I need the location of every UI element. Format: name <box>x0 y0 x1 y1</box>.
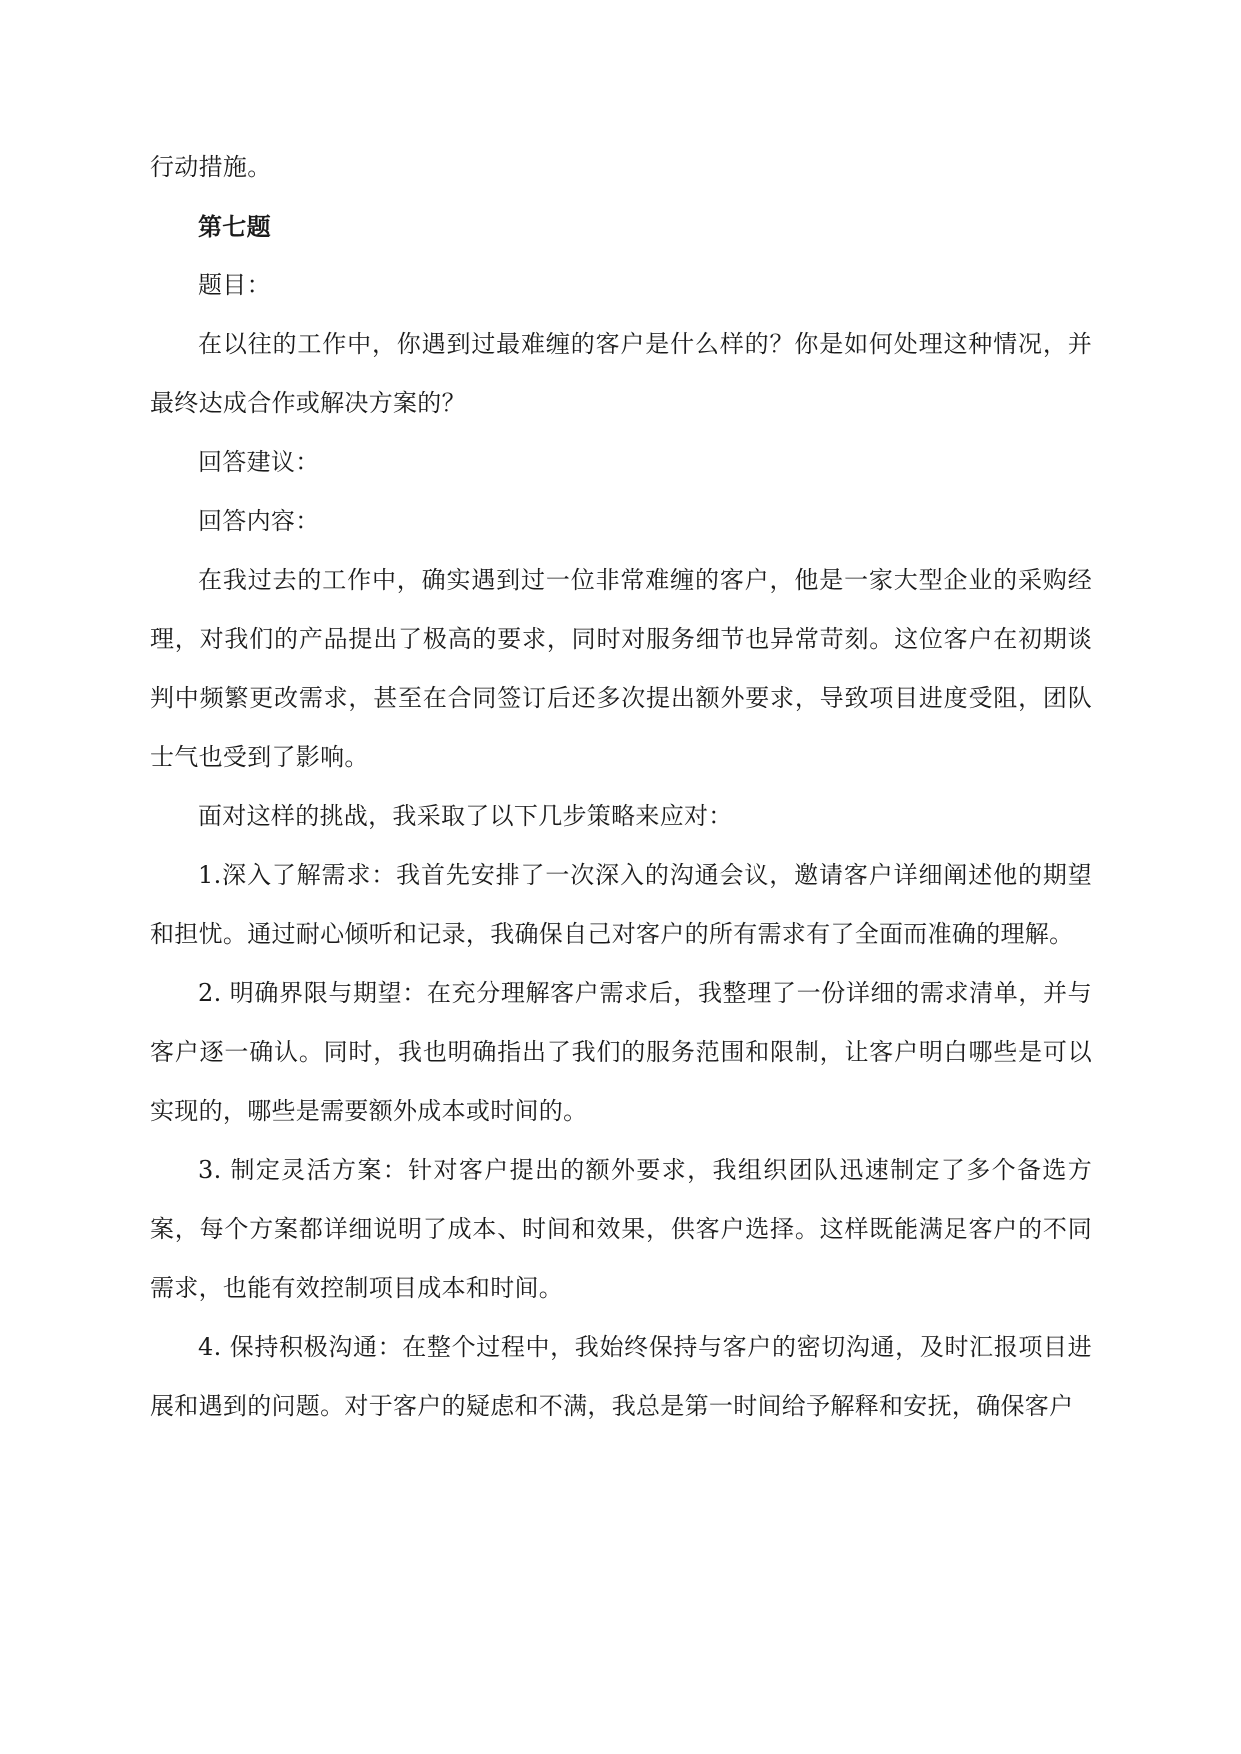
answer-paragraph: 3. 制定灵活方案：针对客户提出的额外要求，我组织团队迅速制定了多个备选方案，每个方案都详细说明了成本、时间和效果，供客户选择。这样既能满足客户的不同需求，也能有效控制项目成本和时间。 <box>150 1156 1092 1302</box>
answer-paragraph: 面对这样的挑战，我采取了以下几步策略来应对： <box>198 802 733 830</box>
question-text: 在以往的工作中，你遇到过最难缠的客户是什么样的？你是如何处理这种情况，并最终达成合作或解决方案的？ <box>150 330 1092 417</box>
answer-paragraph: 4. 保持积极沟通：在整个过程中，我始终保持与客户的密切沟通，及时汇报项目进展和遇到的问题。对于客户的疑虑和不满，我总是第一时间给予解释和安抚，确保客户 <box>150 1333 1092 1420</box>
continuation-text: 行动措施。 <box>150 153 272 181</box>
suggestion-label: 回答建议： <box>198 448 320 476</box>
answer-paragraph: 2. 明确界限与期望：在充分理解客户需求后，我整理了一份详细的需求清单，并与客户逐一确认。同时，我也明确指出了我们的服务范围和限制，让客户明白哪些是可以实现的，哪些是需要额外成本或时间的。 <box>150 979 1092 1125</box>
content-label: 回答内容： <box>198 507 320 535</box>
document-body <box>150 138 1092 1436</box>
question-label: 题目： <box>198 271 271 299</box>
answer-paragraph: 1.深入了解需求：我首先安排了一次深入的沟通会议，邀请客户详细阐述他的期望和担忧。通过耐心倾听和记录，我确保自己对客户的所有需求有了全面而准确的理解。 <box>150 861 1092 948</box>
question-heading: 第七题 <box>198 212 271 241</box>
answer-paragraph: 在我过去的工作中，确实遇到过一位非常难缠的客户，他是一家大型企业的采购经理，对我们的产品提出了极高的要求，同时对服务细节也异常苛刻。这位客户在初期谈判中频繁更改需求，甚至在合同签订后还多次提出额外要求，导致项目进度受阻，团队士气也受到了影响。 <box>150 566 1092 771</box>
